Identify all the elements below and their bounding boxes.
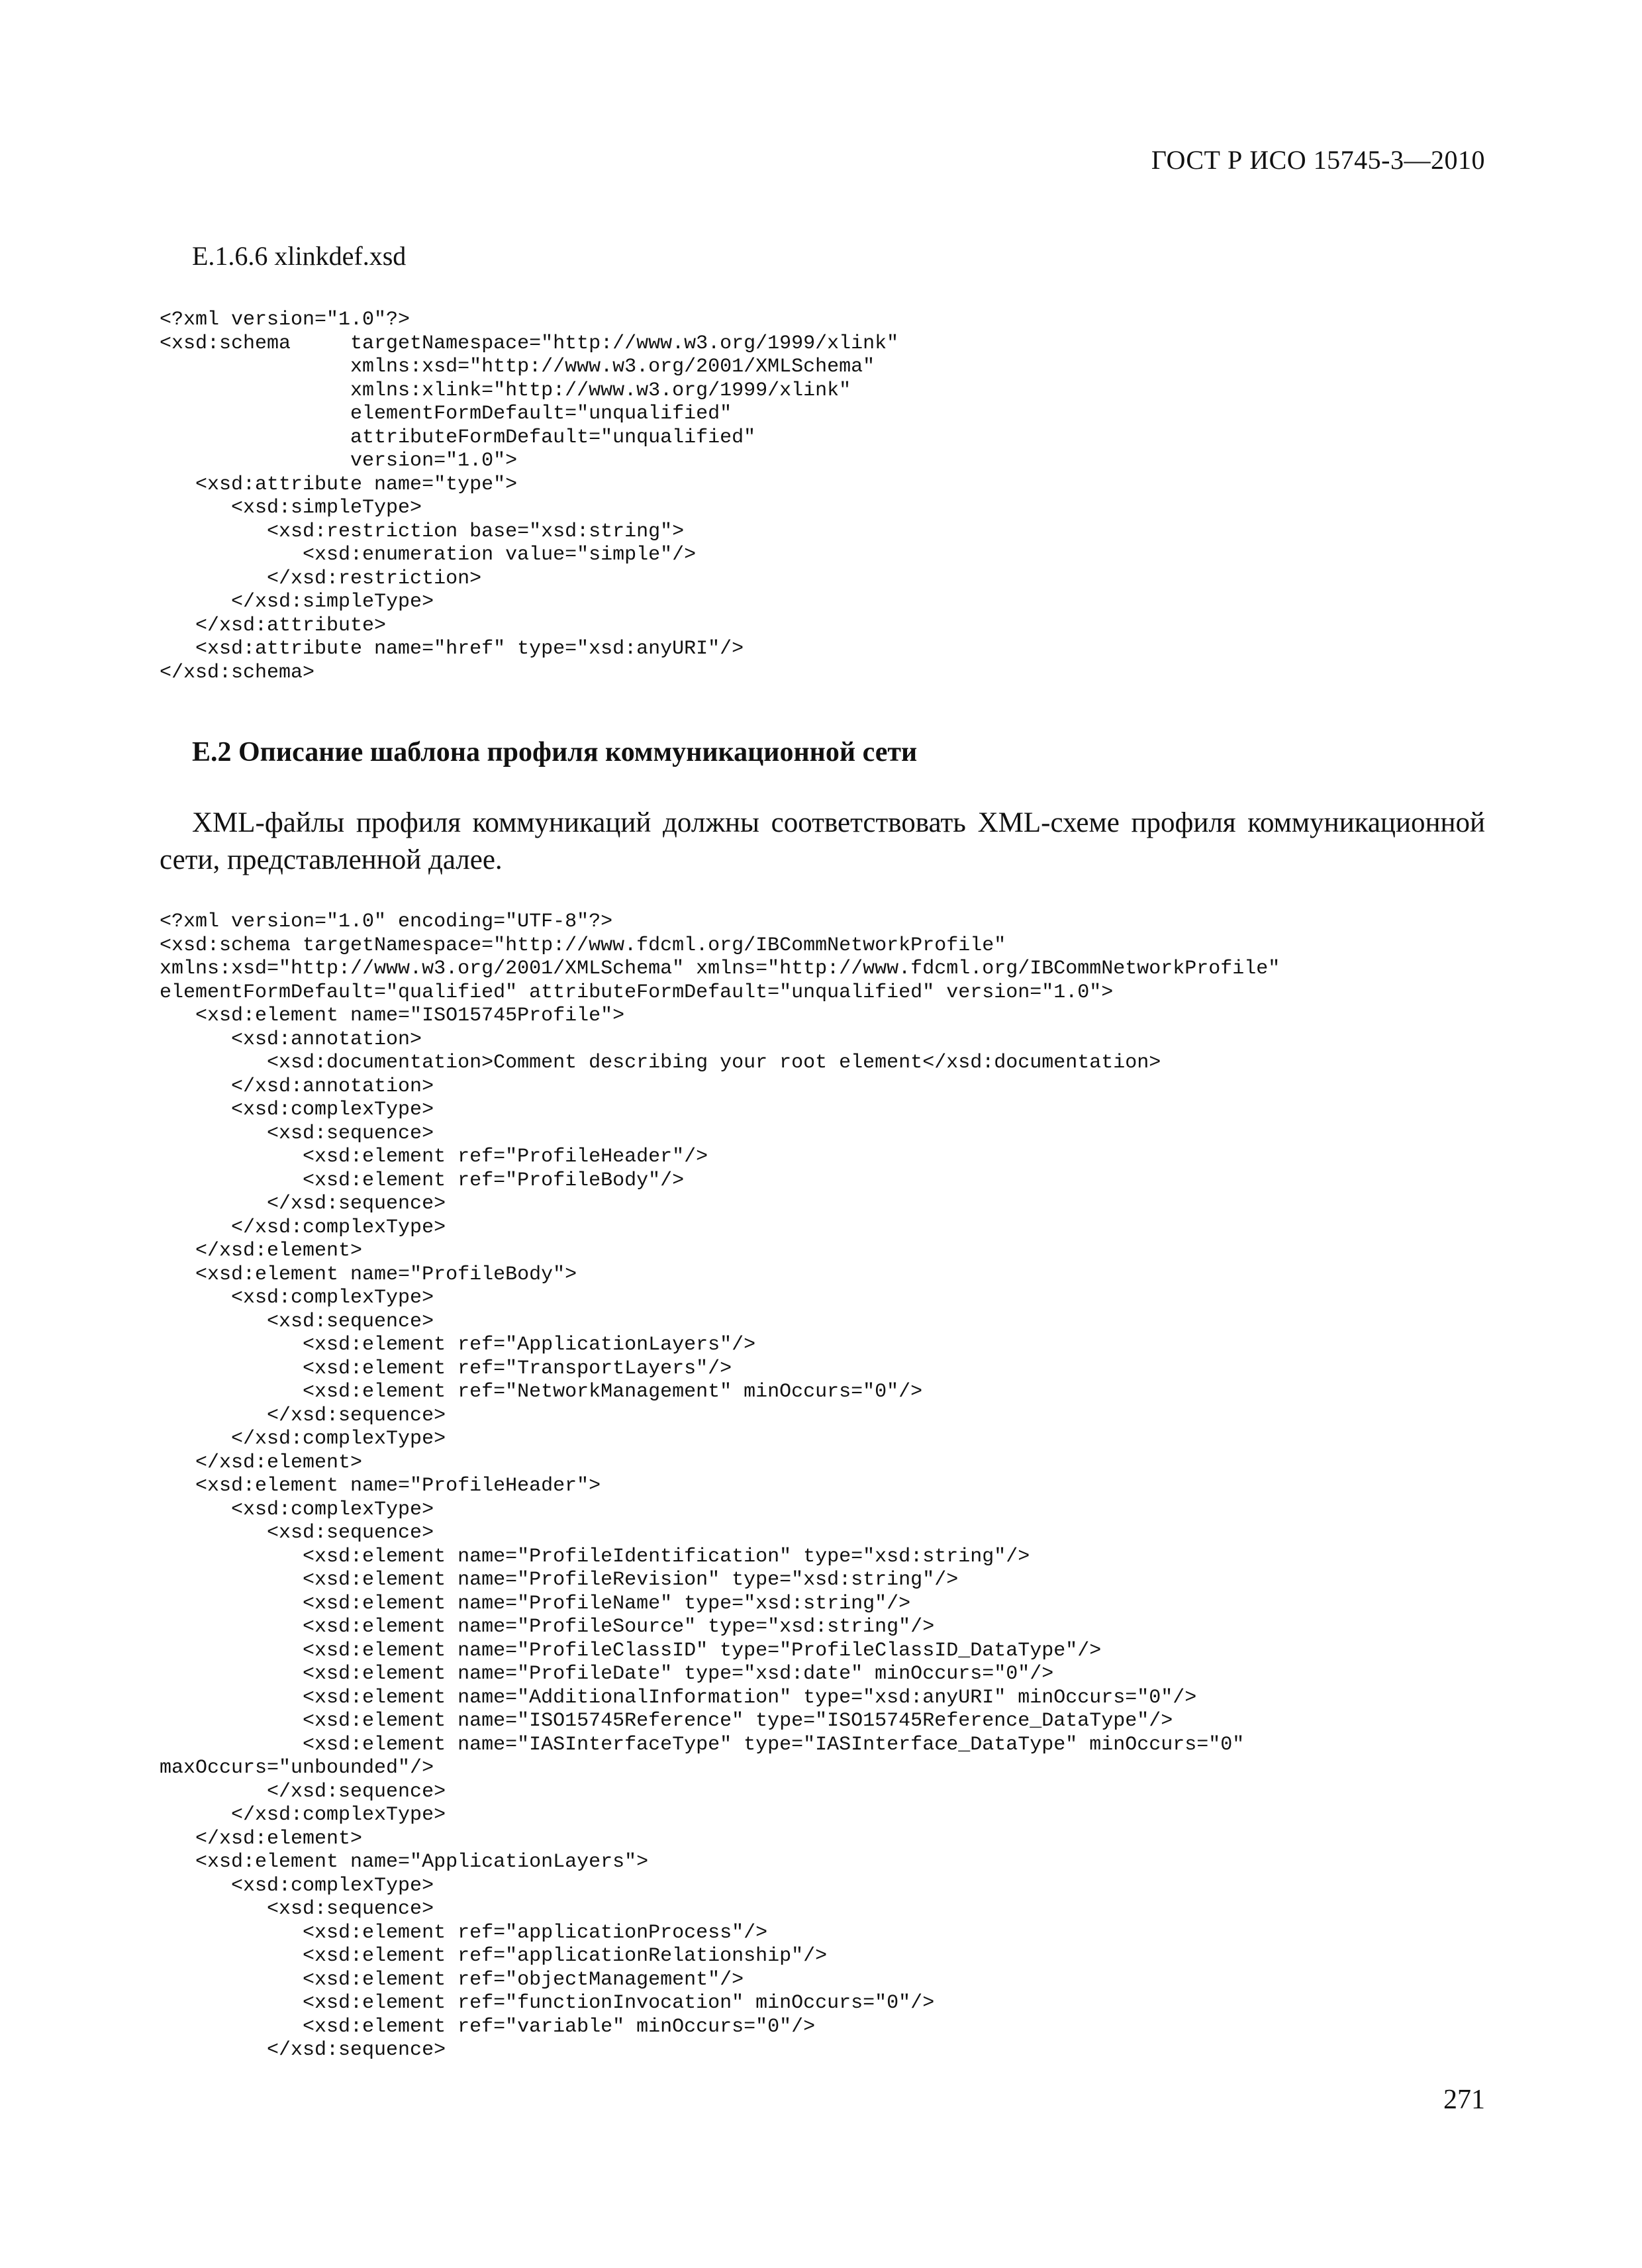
code-line: <xsd:element ref="ProfileBody"/> [160,1169,685,1192]
code-line: <xsd:element name="ProfileHeader"> [160,1475,601,1497]
code-line: elementFormDefault="qualified" attributeFormDefault="unqualified" version="1.0"> [160,981,1114,1004]
code-line: xmlns:xlink="http://www.w3.org/1999/xlink" [160,379,851,402]
section-heading-e166: E.1.6.6 xlinkdef.xsd [192,241,407,271]
code-line: </xsd:attribute> [160,614,387,637]
code-line: </xsd:complexType> [160,1804,446,1826]
code-line: <xsd:element name="IASInterfaceType" type="IASInterface_DataType" minOccurs="0" [160,1733,1245,1756]
code-line: </xsd:element> [160,1240,363,1262]
code-line: <?xml version="1.0"?> [160,309,410,331]
code-line: elementFormDefault="unqualified" [160,403,732,425]
code-line: <xsd:element name="ISO15745Reference" type="ISO15745Reference_DataType"/> [160,1710,1173,1732]
code-line: <xsd:element ref="TransportLayers"/> [160,1357,732,1380]
code-line: <xsd:element name="ProfileSource" type="xsd:string"/> [160,1616,935,1638]
code-line: <xsd:sequence> [160,1310,434,1333]
code-line: <xsd:element name="ISO15745Profile"> [160,1005,625,1027]
code-line: <xsd:attribute name="type"> [160,473,518,496]
code-line: <xsd:element ref="applicationProcess"/> [160,1921,768,1944]
code-line: <?xml version="1.0" encoding="UTF-8"?> [160,911,613,933]
code-line: <xsd:complexType> [160,1099,434,1121]
code-line: <xsd:sequence> [160,1898,434,1920]
code-block-network-profile-schema [160,911,1280,2063]
section-heading-e2: E.2 Описание шаблона профиля коммуникационной сети [192,737,918,767]
code-line: <xsd:complexType> [160,1874,434,1897]
code-line: </xsd:restriction> [160,567,482,590]
document-standard-header: ГОСТ Р ИСО 15745-3—2010 [1151,145,1485,175]
code-line: <xsd:annotation> [160,1028,422,1051]
code-line: <xsd:simpleType> [160,497,422,519]
code-line: </xsd:schema> [160,661,315,684]
code-line: <xsd:element name="AdditionalInformation" type="xsd:anyURI" minOccurs="0"/> [160,1686,1197,1709]
code-line: attributeFormDefault="unqualified" [160,426,756,449]
code-line: <xsd:element name="ProfileIdentification" type="xsd:string"/> [160,1545,1030,1568]
code-line: <xsd:complexType> [160,1498,434,1521]
code-line: <xsd:schema targetNamespace="http://www.w3.org/1999/xlink" [160,332,899,355]
code-line: </xsd:sequence> [160,2039,446,2061]
code-line: <xsd:documentation>Comment describing your root element</xsd:documentation> [160,1052,1161,1074]
code-line: </xsd:simpleType> [160,591,434,613]
code-line: xmlns:xsd="http://www.w3.org/2001/XMLSchema" xmlns="http://www.fdcml.org/IBCommNetworkProfile" [160,958,1280,980]
code-line: </xsd:annotation> [160,1075,434,1098]
code-line: </xsd:sequence> [160,1193,446,1215]
paragraph-line: сети, представленной далее. [160,844,503,875]
code-line: <xsd:restriction base="xsd:string"> [160,520,685,543]
code-line: <xsd:element ref="ProfileHeader"/> [160,1146,708,1168]
code-line: </xsd:sequence> [160,1404,446,1427]
paragraph-line: XML-файлы профиля коммуникаций должны соответствовать XML-схеме профиля коммуникационной [192,807,1485,838]
code-line: version="1.0"> [160,450,518,472]
code-line: </xsd:element> [160,1827,363,1850]
code-line: <xsd:sequence> [160,1522,434,1544]
code-line: <xsd:element ref="ApplicationLayers"/> [160,1334,756,1356]
code-line: </xsd:complexType> [160,1428,446,1450]
code-line: <xsd:element name="ProfileRevision" type="xsd:string"/> [160,1569,959,1591]
code-line: <xsd:element name="ApplicationLayers"> [160,1851,649,1873]
code-line: <xsd:complexType> [160,1287,434,1309]
code-line: <xsd:element ref="applicationRelationship"/> [160,1945,828,1967]
code-line: </xsd:element> [160,1451,363,1474]
code-line: xmlns:xsd="http://www.w3.org/2001/XMLSchema" [160,356,875,378]
section-paragraph [160,805,1485,879]
code-line: <xsd:sequence> [160,1122,434,1145]
code-line: <xsd:enumeration value="simple"/> [160,544,697,566]
code-line: <xsd:element name="ProfileDate" type="xsd:date" minOccurs="0"/> [160,1663,1054,1685]
code-line: </xsd:complexType> [160,1216,446,1239]
code-line: <xsd:element name="ProfileClassID" type="ProfileClassID_DataType"/> [160,1639,1102,1662]
code-line: <xsd:element name="ProfileBody"> [160,1263,577,1286]
code-line: <xsd:element ref="objectManagement"/> [160,1968,744,1991]
code-line: <xsd:element ref="NetworkManagement" minOccurs="0"/> [160,1381,923,1403]
code-line: maxOccurs="unbounded"/> [160,1757,434,1779]
code-block-xlinkdef [160,309,898,685]
code-line: <xsd:element name="ProfileName" type="xsd:string"/> [160,1592,911,1615]
code-line: <xsd:schema targetNamespace="http://www.fdcml.org/IBCommNetworkProfile" [160,934,1006,957]
code-line: <xsd:element ref="functionInvocation" minOccurs="0"/> [160,1992,935,2014]
code-line: <xsd:element ref="variable" minOccurs="0"/> [160,2015,816,2038]
code-line: </xsd:sequence> [160,1780,446,1803]
code-line: <xsd:attribute name="href" type="xsd:anyURI"/> [160,638,744,660]
page-number: 271 [1443,2085,1485,2115]
